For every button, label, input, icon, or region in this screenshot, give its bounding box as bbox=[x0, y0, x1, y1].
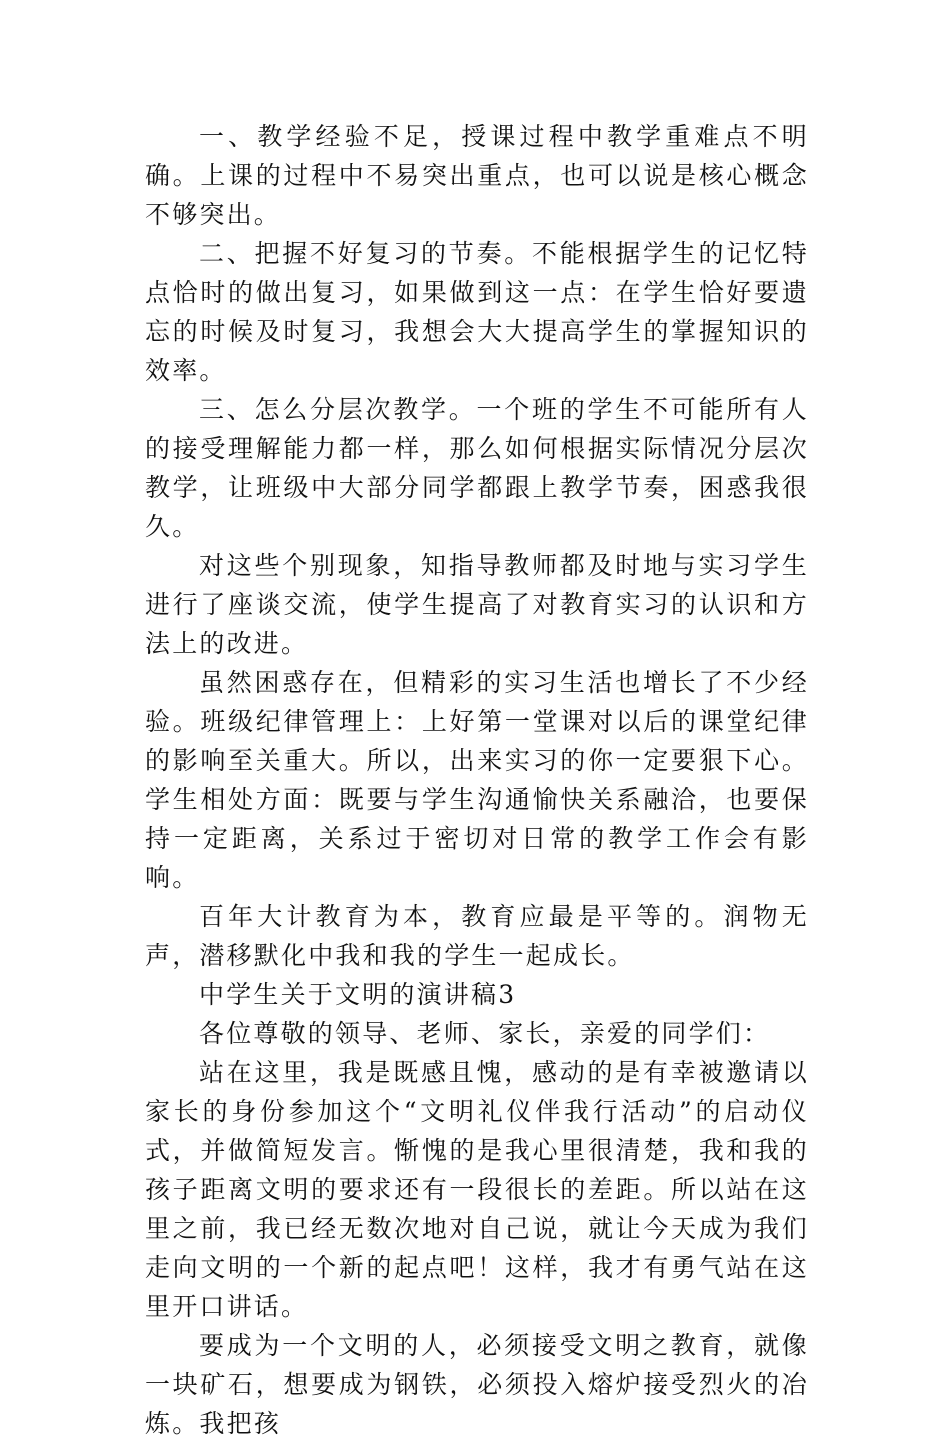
paragraph-speech-civilization: 要成为一个文明的人，必须接受文明之教育，就像一块矿石，想要成为钢铁，必须投入熔炉接受烈火的冶炼。我把孩 bbox=[145, 1331, 809, 1438]
paragraph-speech-opening: 站在这里，我是既感且愧，感动的是有幸被邀请以家长的身份参加这个“文明礼仪伴我行活动”的启动仪式，并做简短发言。惭愧的是我心里很清楚，我和我的孩子距离文明的要求还有一段很长的差距。所以站在这里之前，我已经无数次地对自己说，就让今天成为我们走向文明的一个新的起点吧！这样，我才有勇气站在这里开口讲话。 bbox=[145, 1058, 809, 1321]
document-body bbox=[145, 117, 809, 1443]
paragraph-teaching-experience: 一、教学经验不足，授课过程中教学重难点不明确。上课的过程中不易突出重点，也可以说是核心概念不够突出。 bbox=[145, 122, 809, 229]
paragraph-education-foundation: 百年大计教育为本，教育应最是平等的。润物无声，潜移默化中我和我的学生一起成长。 bbox=[145, 902, 809, 970]
paragraph-guidance: 对这些个别现象，知指导教师都及时地与实习学生进行了座谈交流，使学生提高了对教育实习的认识和方法上的改进。 bbox=[145, 551, 809, 658]
paragraph-tiered-teaching: 三、怎么分层次教学。一个班的学生不可能所有人的接受理解能力都一样，那么如何根据实际情况分层次教学，让班级中大部分同学都跟上教学节奏，困惑我很久。 bbox=[145, 395, 809, 541]
paragraph-experience-gained: 虽然困惑存在，但精彩的实习生活也增长了不少经验。班级纪律管理上：上好第一堂课对以后的课堂纪律的影响至关重大。所以，出来实习的你一定要狠下心。学生相处方面：既要与学生沟通愉快关系融洽，也要保持一定距离，关系过于密切对日常的教学工作会有影响。 bbox=[145, 668, 809, 892]
speech-salutation: 各位尊敬的领导、老师、家长，亲爱的同学们： bbox=[199, 1019, 771, 1048]
paragraph-review-rhythm: 二、把握不好复习的节奏。不能根据学生的记忆特点恰时的做出复习，如果做到这一点：在学生恰好要遗忘的时候及时复习，我想会大大提高学生的掌握知识的效率。 bbox=[145, 239, 809, 385]
section-title-speech: 中学生关于文明的演讲稿3 bbox=[199, 980, 517, 1009]
